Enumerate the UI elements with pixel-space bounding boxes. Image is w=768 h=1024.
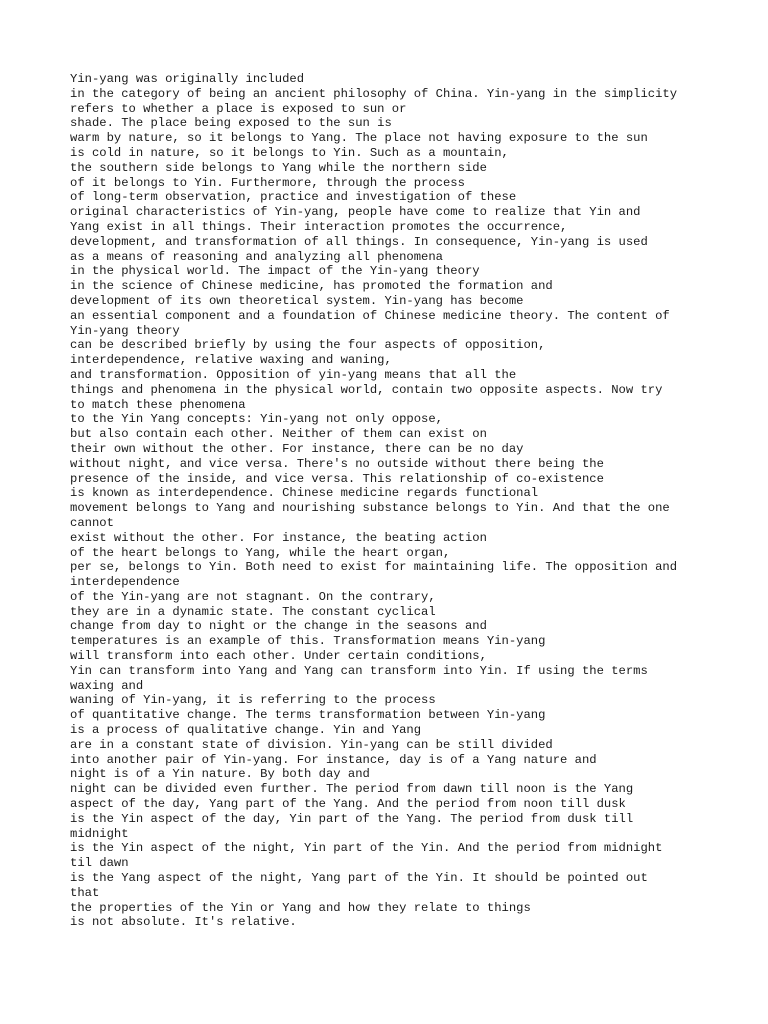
text-line: night is of a Yin nature. By both day and xyxy=(70,767,370,782)
text-line: movement belongs to Yang and nourishing substance belongs to Yin. And that the one xyxy=(70,501,670,516)
text-line: presence of the inside, and vice versa. This relationship of co-existence xyxy=(70,471,604,486)
text-line: of the Yin-yang are not stagnant. On the contrary, xyxy=(70,589,436,604)
text-line: is a process of qualitative change. Yin and Yang xyxy=(70,723,422,738)
text-line: in the physical world. The impact of the Yin-yang theory xyxy=(70,264,480,279)
text-line: exist without the other. For instance, the beating action xyxy=(70,530,487,545)
text-line: til dawn xyxy=(70,856,129,871)
text-line: in the category of being an ancient philosophy of China. Yin-yang in the simplicity xyxy=(70,86,678,101)
text-line: warm by nature, so it belongs to Yang. The place not having exposure to the sun xyxy=(70,131,648,146)
text-line: waxing and xyxy=(70,678,144,693)
text-line: is not absolute. It's relative. xyxy=(70,915,297,930)
text-line: is cold in nature, so it belongs to Yin. Such as a mountain, xyxy=(70,145,509,160)
text-line: of it belongs to Yin. Furthermore, through the process xyxy=(70,175,465,190)
text-line: is the Yang aspect of the night, Yang part of the Yin. It should be pointed out xyxy=(70,871,648,886)
text-line: midnight xyxy=(70,826,129,841)
text-line: and transformation. Opposition of yin-yang means that all the xyxy=(70,367,517,382)
text-line: without night, and vice versa. There's no outside without there being the xyxy=(70,456,604,471)
text-line: is the Yin aspect of the night, Yin part of the Yin. And the period from midnight xyxy=(70,841,663,856)
text-line: that xyxy=(70,885,100,900)
text-line: cannot xyxy=(70,515,114,530)
text-line: is the Yin aspect of the day, Yin part of the Yang. The period from dusk till xyxy=(70,811,634,826)
document-body xyxy=(70,72,760,930)
text-line: development of its own theoretical system. Yin-yang has become xyxy=(70,293,524,308)
text-line: they are in a dynamic state. The constant cyclical xyxy=(70,604,436,619)
text-line: interdependence, relative waxing and waning, xyxy=(70,353,392,368)
text-line: but also contain each other. Neither of them can exist on xyxy=(70,427,487,442)
text-line: into another pair of Yin-yang. For instance, day is of a Yang nature and xyxy=(70,752,597,767)
text-line: of long-term observation, practice and investigation of these xyxy=(70,190,517,205)
text-line: an essential component and a foundation of Chinese medicine theory. The content of xyxy=(70,308,670,323)
text-line: will transform into each other. Under certain conditions, xyxy=(70,649,487,664)
text-line: of the heart belongs to Yang, while the heart organ, xyxy=(70,545,451,560)
text-line: the properties of the Yin or Yang and how they relate to things xyxy=(70,900,531,915)
text-line: Yin-yang theory xyxy=(70,323,180,338)
text-line: shade. The place being exposed to the sun is xyxy=(70,116,392,131)
text-line: are in a constant state of division. Yin-yang can be still divided xyxy=(70,737,553,752)
text-line: interdependence xyxy=(70,575,180,590)
text-line: the southern side belongs to Yang while the northern side xyxy=(70,160,487,175)
text-line: original characteristics of Yin-yang, people have come to realize that Yin and xyxy=(70,205,641,220)
text-line: things and phenomena in the physical world, contain two opposite aspects. Now try xyxy=(70,382,663,397)
text-line: of quantitative change. The terms transformation between Yin-yang xyxy=(70,708,546,723)
text-line: change from day to night or the change in the seasons and xyxy=(70,619,487,634)
text-line: Yin can transform into Yang and Yang can transform into Yin. If using the terms xyxy=(70,663,648,678)
text-line: night can be divided even further. The period from dawn till noon is the Yang xyxy=(70,782,634,797)
text-line: per se, belongs to Yin. Both need to exist for maintaining life. The opposition and xyxy=(70,560,678,575)
text-line: to match these phenomena xyxy=(70,397,246,412)
text-line: aspect of the day, Yang part of the Yang. And the period from noon till dusk xyxy=(70,797,626,812)
text-line: as a means of reasoning and analyzing all phenomena xyxy=(70,249,443,264)
text-line: to the Yin Yang concepts: Yin-yang not only oppose, xyxy=(70,412,443,427)
text-line: development, and transformation of all things. In consequence, Yin-yang is used xyxy=(70,234,648,249)
text-line: waning of Yin-yang, it is referring to the process xyxy=(70,693,436,708)
text-line: their own without the other. For instance, there can be no day xyxy=(70,441,524,456)
text-line: temperatures is an example of this. Transformation means Yin-yang xyxy=(70,634,546,649)
text-line: in the science of Chinese medicine, has promoted the formation and xyxy=(70,279,553,294)
text-line: can be described briefly by using the four aspects of opposition, xyxy=(70,338,546,353)
text-line: is known as interdependence. Chinese medicine regards functional xyxy=(70,486,539,501)
text-line: Yang exist in all things. Their interaction promotes the occurrence, xyxy=(70,219,568,234)
text-line: Yin-yang was originally included xyxy=(70,72,305,86)
text-line: refers to whether a place is exposed to sun or xyxy=(70,101,407,116)
